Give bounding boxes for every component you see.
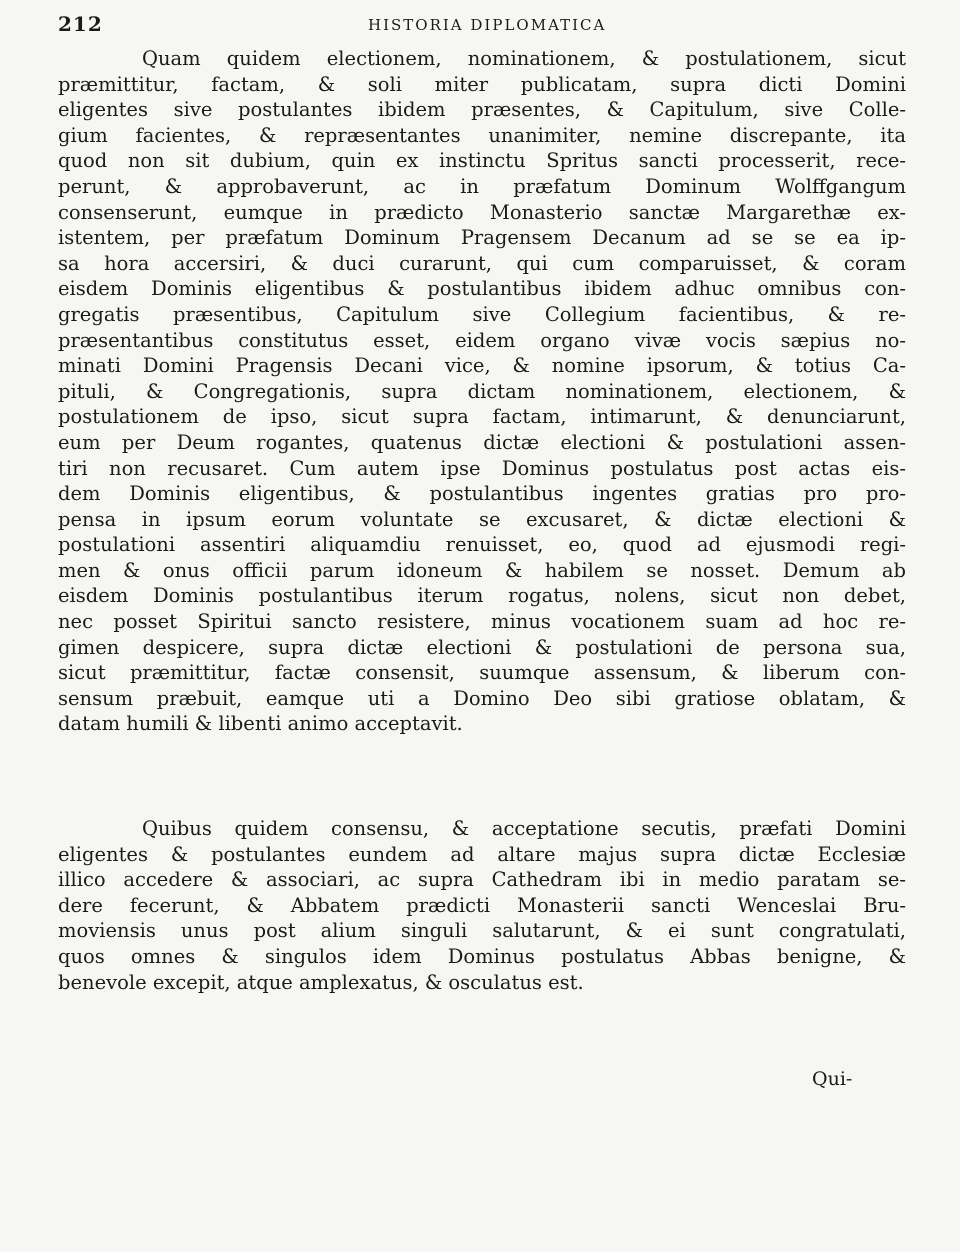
text-line: sa hora accersiri, & duci curarunt, qui cum comparuisset, & coram	[58, 251, 906, 275]
catchword: Qui-	[812, 1068, 853, 1090]
text-line: gimen despicere, supra dictæ electioni & postulationi de persona sua,	[58, 635, 906, 659]
text-line: pituli, & Congregationis, supra dictam nominationem, electionem, &	[58, 379, 906, 403]
text-line: Quam quidem electionem, nominationem, & postulationem, sicut	[142, 47, 906, 70]
text-line: tiri non recusaret. Cum autem ipse Dominus postulatus post actas eis-	[58, 456, 906, 480]
text-line: perunt, & approbaverunt, ac in præfatum Dominum Wolffgangum	[58, 174, 906, 198]
text-line: dem Dominis eligentibus, & postulantibus ingentes gratias pro pro-	[58, 482, 906, 506]
text-line: pensa in ipsum eorum voluntate se excusaret, & dictæ electioni &	[58, 507, 906, 531]
text-line: eligentes sive postulantes ibidem præsentes, & Capitulum, sive Colle-	[58, 98, 906, 122]
text-line: men & onus officii parum idoneum & habilem se nosset. Demum ab	[58, 558, 906, 582]
running-title: HISTORIA DIPLOMATICA	[368, 16, 607, 34]
text-line: dere fecerunt, & Abbatem prædicti Monasterii sancti Wenceslai Bru-	[58, 893, 906, 917]
text-line: eligentes & postulantes eundem ad altare majus supra dictæ Ecclesiæ	[58, 842, 906, 866]
text-line: benevole excepit, atque amplexatus, & osculatus est.	[58, 970, 584, 994]
text-line: eisdem Dominis postulantibus iterum rogatus, nolens, sicut non debet,	[58, 584, 906, 608]
text-line: datam humili & libenti animo acceptavit.	[58, 712, 463, 736]
text-line: eum per Deum rogantes, quatenus dictæ electioni & postulationi assen-	[58, 430, 906, 454]
text-line: sensum præbuit, eamque uti a Domino Deo sibi gratiose oblatam, &	[58, 686, 906, 710]
text-line: præmittitur, factam, & soli miter publicatam, supra dicti Domini	[58, 72, 906, 96]
text-line: minati Domini Pragensis Decani vice, & nomine ipsorum, & totius Ca-	[58, 354, 906, 378]
text-line: sicut præmittitur, factæ consensit, suumque assensum, & liberum con-	[58, 661, 906, 685]
text-line: eisdem Dominis eligentibus & postulantibus ibidem adhuc omnibus con-	[58, 277, 906, 301]
text-line: consenserunt, eumque in prædicto Monasterio sanctæ Margarethæ ex-	[58, 200, 906, 224]
text-line: Quibus quidem consensu, & acceptatione secutis, præfati Domini	[142, 817, 906, 840]
page-header	[58, 12, 918, 42]
text-line: quos omnes & singulos idem Dominus postulatus Abbas benigne, &	[58, 944, 906, 968]
paragraph-1	[58, 46, 906, 737]
text-line: istentem, per præfatum Dominum Pragensem Decanum ad se se ea ip-	[58, 226, 906, 250]
text-line: illico accedere & associari, ac supra Cathedram ibi in medio paratam se-	[58, 868, 906, 892]
page-number: 212	[58, 12, 103, 36]
paragraph-2	[58, 816, 906, 995]
text-line: postulationem de ipso, sicut supra factam, intimarunt, & denunciarunt,	[58, 405, 906, 429]
text-line: gium facientes, & repræsentantes unanimiter, nemine discrepante, ita	[58, 123, 906, 147]
text-line: nec posset Spiritui sancto resistere, minus vocationem suam ad hoc re-	[58, 610, 906, 634]
text-line: gregatis præsentibus, Capitulum sive Collegium facientibus, & re-	[58, 302, 906, 326]
text-line: præsentantibus constitutus esset, eidem organo vivæ vocis sæpius no-	[58, 328, 906, 352]
text-line: postulationi assentiri aliquamdiu renuisset, eo, quod ad ejusmodi regi-	[58, 533, 906, 557]
text-line: quod non sit dubium, quin ex instinctu Spritus sancti processerit, rece-	[58, 149, 906, 173]
text-line: moviensis unus post alium singuli salutarunt, & ei sunt congratulati,	[58, 919, 906, 943]
